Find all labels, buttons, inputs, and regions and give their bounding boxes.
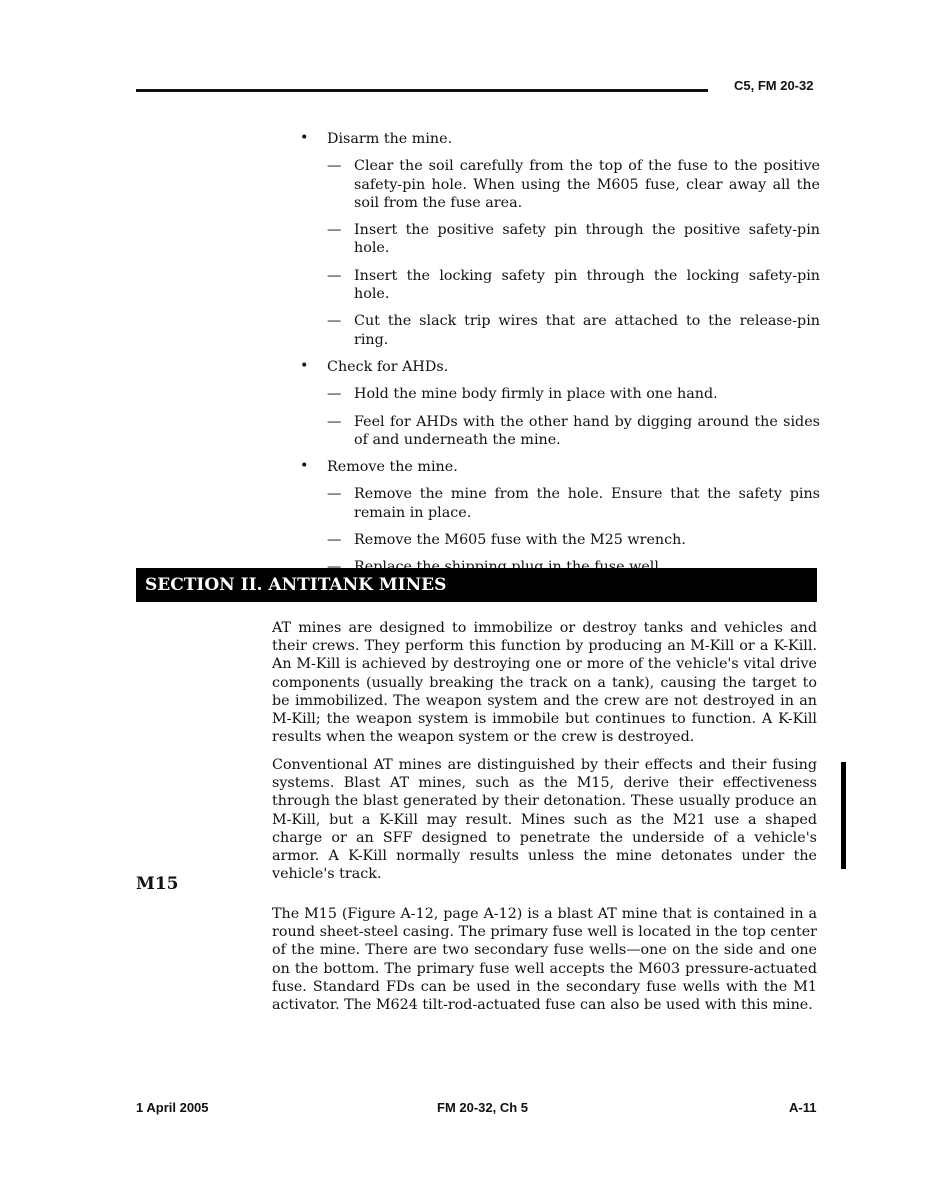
- dash-marker: —: [327, 486, 342, 503]
- section-heading-bar: [136, 568, 817, 602]
- section-title: SECTION II. ANTITANK MINES: [145, 575, 447, 595]
- bullet-marker: •: [300, 458, 309, 475]
- dash-text: Remove the M605 fuse with the M25 wrench.: [354, 532, 686, 549]
- dash-marker: —: [327, 313, 342, 330]
- dash-text: Remove the mine from the hole. Ensure that the safety pins remain in place.: [354, 486, 820, 521]
- dash-marker: —: [327, 267, 342, 284]
- dash-item: [300, 413, 820, 450]
- bullet-text: Disarm the mine.: [327, 131, 453, 147]
- dash-marker: —: [327, 386, 342, 403]
- dash-item: [300, 312, 820, 349]
- dash-text: Cut the slack trip wires that are attached to the release-pin ring.: [354, 313, 820, 348]
- conventional-paragraph: Conventional AT mines are distinguished by their effects and their fusing systems. Blast AT mines, such as the M15, derive their effectiveness through the blast generated by their detonation. These usually produce an M-Kill, but a K-Kill may result. Mines such as the M21 use a shaped charge or an SFF designed to penetrate the underside of a vehicle's armor. A K-Kill normally results unless the mine detonates under the vehicle's track.: [272, 757, 817, 883]
- dash-text: Clear the soil carefully from the top of the fuse to the positive safety-pin hole. When using the M605 fuse, clear away all the soil from the fuse area.: [354, 158, 820, 211]
- subheading-m15: M15: [136, 874, 179, 894]
- dash-item: [300, 385, 820, 403]
- dash-item: [300, 485, 820, 522]
- dash-text: Hold the mine body firmly in place with one hand.: [354, 386, 718, 403]
- bullet-marker: •: [300, 357, 309, 374]
- procedure-list: [300, 130, 820, 586]
- header-rule: [136, 89, 708, 92]
- bullet-text: Check for AHDs.: [327, 358, 449, 375]
- change-bar: [841, 762, 846, 869]
- dash-marker: —: [327, 413, 342, 430]
- bullet-text: Remove the mine.: [327, 459, 458, 476]
- m15-paragraph: The M15 (Figure A-12, page A-12) is a blast AT mine that is contained in a round sheet-steel casing. The primary fuse well is located in the top center of the mine. There are two secondary fuse wells—one on the side and one on the bottom. The primary fuse well accepts the M603 pressure-actuated fuse. Standard FDs can be used in the secondary fuse wells with the M1 activator. The M624 tilt-rod-actuated fuse can also be used with this mine.: [272, 906, 817, 1014]
- bullet-item: [300, 358, 820, 376]
- bullet-item: [300, 130, 820, 148]
- dash-item: [300, 157, 820, 212]
- footer-date: 1 April 2005: [136, 1100, 209, 1115]
- dash-item: [300, 267, 820, 304]
- dash-text: Feel for AHDs with the other hand by digging around the sides of and underneath the mine.: [354, 413, 820, 448]
- dash-item: [300, 531, 820, 549]
- dash-marker: —: [327, 158, 342, 175]
- document-id: C5, FM 20-32: [734, 78, 814, 93]
- bullet-marker: •: [300, 130, 309, 146]
- footer-manual: FM 20-32, Ch 5: [437, 1100, 529, 1115]
- bullet-item: [300, 458, 820, 476]
- footer-page-number: A-11: [789, 1100, 817, 1115]
- dash-item: [300, 221, 820, 258]
- dash-marker: —: [327, 222, 342, 239]
- intro-paragraph: AT mines are designed to immobilize or destroy tanks and vehicles and their crews. They perform this function by producing an M-Kill or a K-Kill. An M-Kill is achieved by destroying one or more of the vehicle's vital drive components (usually breaking the track on a tank), causing the target to be immobilized. The weapon system and the crew are not destroyed in an M-Kill; the weapon system is immobile but continues to function. A K-Kill results when the weapon system or the crew is destroyed.: [272, 620, 817, 746]
- dash-text: Insert the positive safety pin through the positive safety-pin hole.: [354, 222, 820, 257]
- dash-marker: —: [327, 532, 342, 549]
- dash-text: Insert the locking safety pin through the locking safety-pin hole.: [354, 267, 820, 303]
